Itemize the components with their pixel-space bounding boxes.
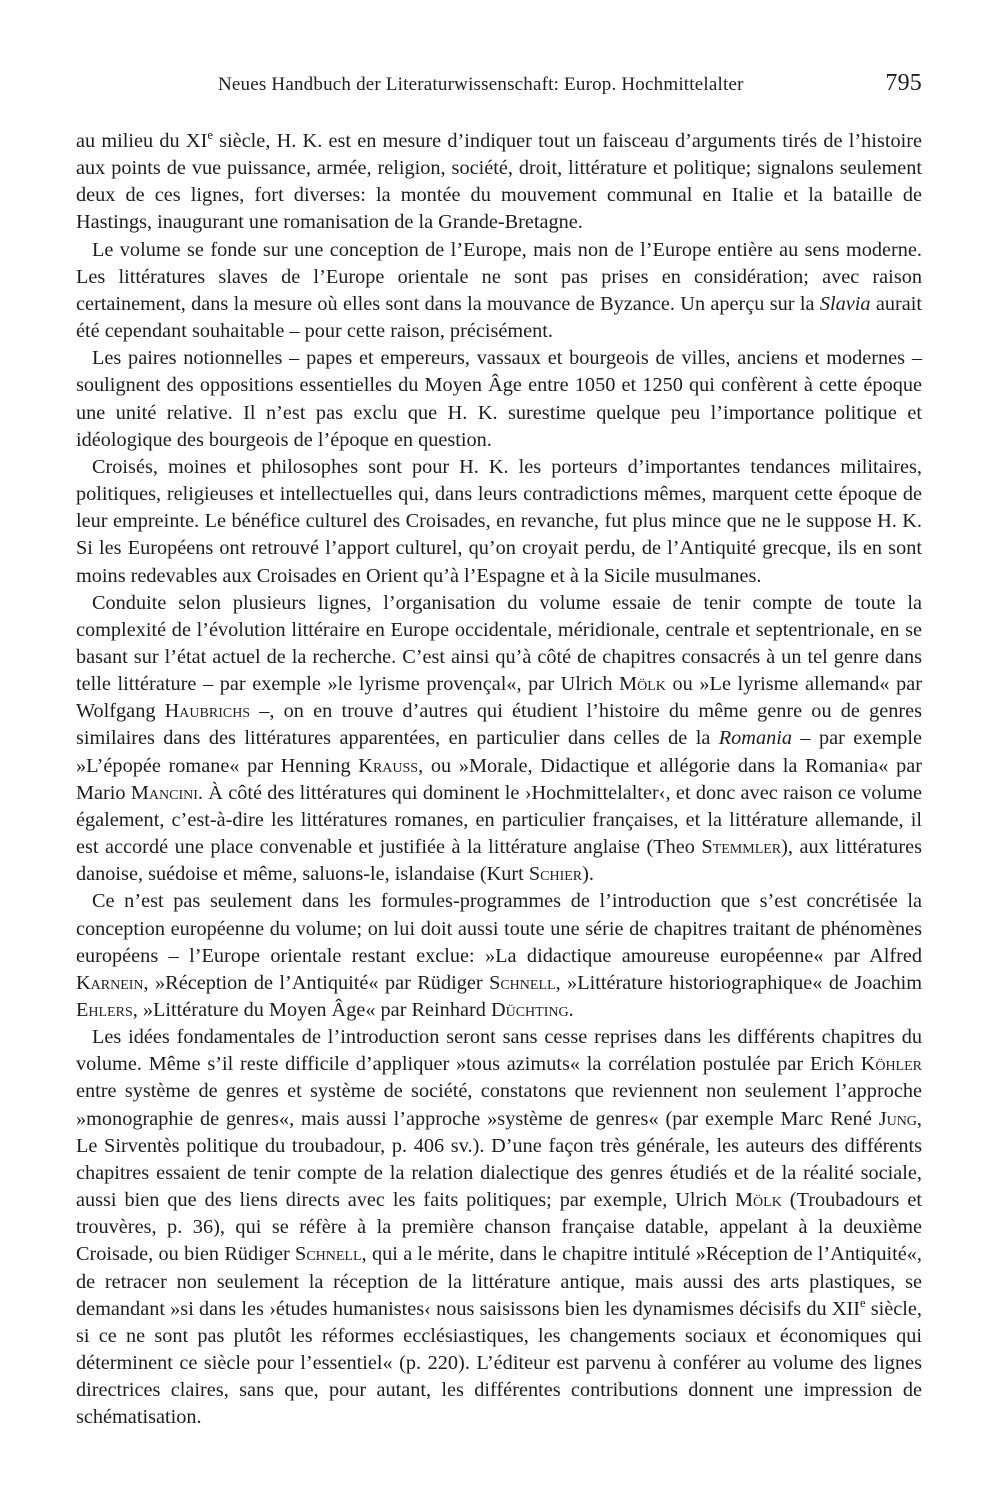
- page-number: 795: [885, 70, 922, 96]
- paragraph: [76, 345, 922, 454]
- author-surname: Köhler: [860, 1053, 922, 1076]
- text-run: Conduite selon plusieurs lignes, l’organisation du volume essaie de tenir compte de toute la complexité de l’évolution littéraire en Europe occidentale, méridionale, centrale et septentrionale, en se basant sur l’état actuel de la recherche. C’est ainsi qu’à côté de chapitres consacrés à un tel genre dans telle littérature – par exemple »le lyrisme provençal«, par Ulrich: [76, 591, 922, 696]
- author-surname: Krauss: [358, 754, 419, 777]
- author-surname: Ehlers: [76, 999, 133, 1021]
- author-surname: Schnell: [489, 971, 556, 994]
- text-run: Les paires notionnelles – papes et empereurs, vassaux et bourgeois de villes, anciens et modernes – soulignent des oppositions essentielles du Moyen Âge entre 1050 et 1250 qui confèrent à cette époque une unité relative. Il n’est pas exclu que H. K. surestime quelque peu l’importance politique et idéologique des bourgeois de l’époque en question.: [76, 347, 922, 451]
- text-run: Les idées fondamentales de l’introduction seront sans cesse reprises dans les différents chapitres du volume. Même s’il reste difficile d’appliquer »tous azimuts« la corrélation postulée par Erich: [76, 1026, 922, 1076]
- text-run: Le volume se fonde sur une conception de l’Europe, mais non de l’Europe entière au sens moderne. Les littératures slaves de l’Europe orientale ne sont pas prises en considération; avec raison certainement, dans la mesure où elles sont dans la mouvance de Byzance. Un aperçu sur la: [76, 238, 922, 315]
- author-surname: Mancini: [130, 781, 198, 804]
- text-run: Ce n’est pas seulement dans les formules-programmes de l’introduction que s’est concrétisée la conception européenne du volume; on lui doit aussi toute une série de chapitres traitant de phénomènes européens – l’Europe orientale restant exclue: »La didactique amoureuse européenne« par Alfred: [76, 890, 922, 967]
- text-run: , qui a le mérite, dans le chapitre intitulé »Réception de l’Antiquité«, de retracer non seulement la réception de la littérature antique, mais aussi des arts plastiques, se demandant »si dans les ›études humanistes‹ nous saisissons bien les dynamismes décisifs du XII: [76, 1243, 923, 1320]
- text-run: , »Littérature historiographique« de Joachim: [555, 971, 923, 994]
- text-run: . À côté des littératures qui dominent le ›Hochmittelalter‹, et donc avec raison ce volume également, c’est-à-dire les littératures romanes, en particulier françaises, et la littérature allemande, il est accordé une place convenable et justifiée à la littérature anglaise (Theo: [76, 781, 922, 859]
- author-surname: Stemmler: [701, 836, 782, 859]
- text-run: ou »Le lyrisme allemand« par Wolfgang: [76, 673, 922, 723]
- text-run: siècle, si ce ne sont pas plutôt les réformes ecclésiastiques, les changements sociaux et économiques qui déterminent ce siècle pour l’essentiel« (p. 220). L’éditeur est parvenu à conférer au volume des lignes directrices claires, sans que, pour autant, les différentes contributions donnent une impression de schématisation.: [76, 1297, 923, 1429]
- paragraph: [76, 1024, 922, 1431]
- text-run: , ou »Morale, Didactique et allégorie dans la Romania« par Mario: [76, 754, 922, 804]
- text-run: –, on en trouve d’autres qui étudient l’histoire du même genre ou de genres similaires dans des littératures apparentées, en particulier dans celles de la: [76, 700, 923, 750]
- author-surname: Düchting: [490, 999, 569, 1021]
- running-header: [76, 72, 922, 106]
- text-run: aurait été cependant souhaitable – pour cette raison, précisément.: [76, 292, 922, 343]
- text-run: – par exemple »L’épopée romane« par Henning: [76, 727, 922, 777]
- superscript: e: [207, 128, 213, 143]
- text-run: ), aux littératures danoise, suédoise et même, saluons-le, islandaise (Kurt: [76, 836, 923, 886]
- text-run: siècle, H. K. est en mesure d’indiquer tout un faisceau d’arguments tirés de l’histoire aux points de vue puissance, armée, religion, société, droit, littérature et politique; signalons seulement deux de ces lignes, fort diverses: la montée du mouvement communal en Italie et la bataille de Hastings, inaugurant une romanisation de la Grande-Bretagne.: [76, 130, 923, 234]
- author-surname: Karnein: [76, 971, 144, 994]
- text-run: (Troubadours et trouvères, p. 36), qui se réfère à la première chanson française datable, appelant à la deuxième Croisade, ou bien Rüdiger: [76, 1189, 923, 1266]
- author-surname: Mölk: [735, 1189, 782, 1212]
- author-surname: Jung: [878, 1107, 917, 1130]
- text-run: , Le Sirventès politique du troubadour, p. 406 sv.). D’une façon très générale, les auteurs des différents chapitres essaient de tenir compte de la relation dialectique des genres étudiés et de la réalité sociale, aussi bien que des liens directs avec les faits politiques; par exemple, Ulrich: [76, 1107, 922, 1212]
- text-run: au milieu du XI: [76, 130, 208, 152]
- paragraph: [76, 888, 922, 1024]
- paragraph: [76, 237, 922, 346]
- superscript: e: [859, 1295, 866, 1310]
- italic-term: Slavia: [819, 292, 871, 315]
- paragraph: [76, 590, 922, 889]
- running-title: Neues Handbuch der Literaturwissenschaft: Europ. Hochmittelalter: [218, 74, 744, 95]
- text-run: Croisés, moines et philosophes sont pour H. K. les porteurs d’importantes tendances militaires, politiques, religieuses et intellectuelles qui, dans leurs contradictions mêmes, marquent cette époque de leur empreinte. Le bénéfice culturel des Croisades, en revanche, fut plus mince que ne le suppose H. K. Si les Européens ont retrouvé l’apport culturel, qu’on croyait perdu, de l’Antiquité grecque, ils en sont moins redevables aux Croisades en Orient qu’à l’Espagne et à la Sicile musulmanes.: [76, 455, 922, 587]
- body-text: [76, 128, 922, 1432]
- paragraph: [76, 128, 922, 237]
- author-surname: Mölk: [619, 673, 666, 696]
- text-run: entre système de genres et système de société, constatons que reviennent non seulement l’approche »monographie de genres«, mais aussi l’approche »système de genres« (par exemple Marc René: [76, 1080, 922, 1130]
- author-surname: Haubrichs: [164, 700, 251, 723]
- text-run: , »Réception de l’Antiquité« par Rüdiger: [143, 971, 490, 994]
- text-run: ).: [582, 863, 594, 886]
- text-run: .: [568, 999, 574, 1021]
- text-run: , »Littérature du Moyen Âge« par Reinhard: [132, 999, 491, 1021]
- paragraph: [76, 454, 922, 590]
- author-surname: Schier: [528, 863, 583, 886]
- book-page: [76, 72, 922, 1432]
- author-surname: Schnell: [295, 1243, 362, 1266]
- italic-term: Romania: [718, 727, 792, 750]
